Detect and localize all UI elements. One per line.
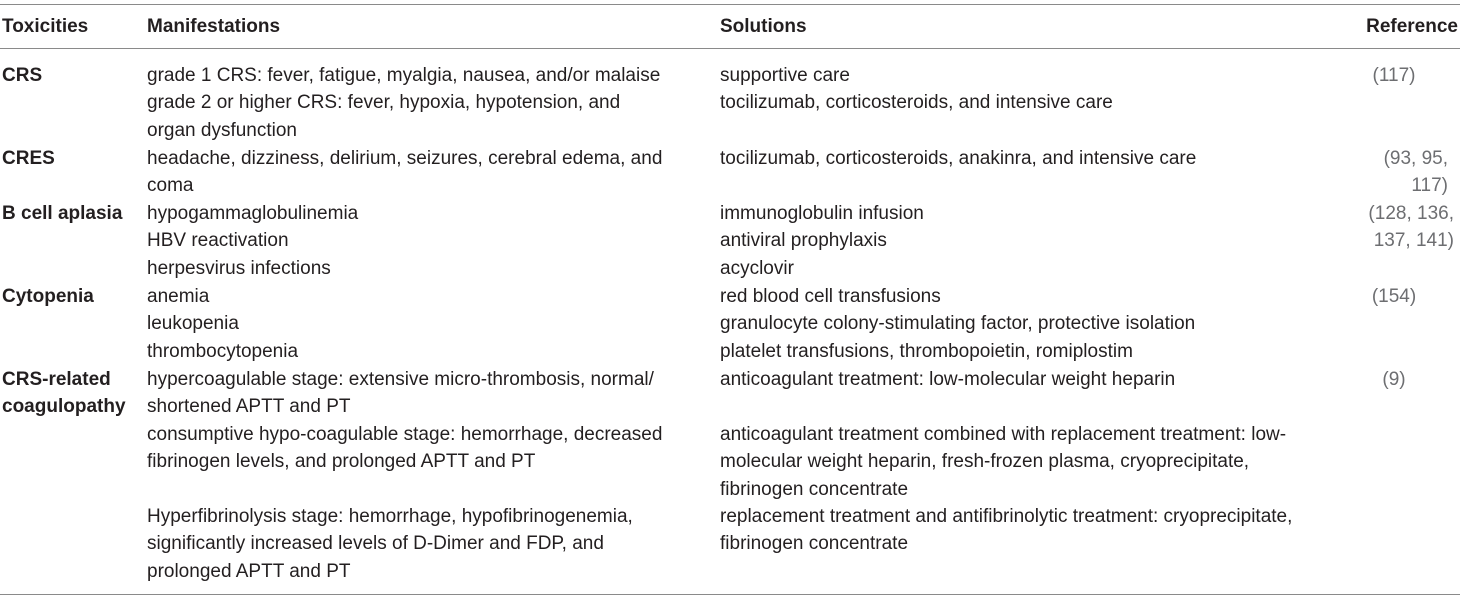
manifestation-line: Hyperfibrinolysis stage: hemorrhage, hypofibrinogenemia,: [147, 506, 633, 527]
reference-link[interactable]: (93, 95,: [1383, 148, 1448, 169]
solution-line: immunoglobulin infusion: [720, 203, 924, 224]
toxicity-line: CRS-related: [2, 369, 111, 390]
header-reference: Reference: [1366, 16, 1458, 37]
row-crs-solutions: [720, 62, 1320, 117]
row-coag-solutions-hyperfibrinolysis: [720, 503, 1320, 558]
header-toxicities: Toxicities: [2, 16, 89, 37]
row-bcell-reference: [1330, 200, 1454, 255]
header-rule: [0, 48, 1460, 49]
reference-link[interactable]: (154): [1371, 286, 1417, 307]
reference-link[interactable]: (117): [1372, 65, 1416, 86]
solution-line: platelet transfusions, thrombopoietin, romiplostim: [720, 340, 1133, 362]
row-cres-solutions: [720, 145, 1320, 172]
reference-link[interactable]: 117): [1411, 175, 1448, 197]
reference-link[interactable]: 137, 141): [1373, 230, 1454, 252]
row-coag-manifestations-consumptive: [147, 421, 707, 476]
row-cres-manifestations: [147, 145, 707, 200]
row-crs-reference: [1330, 62, 1458, 89]
manifestation-line: fibrinogen levels, and prolonged APTT and PT: [147, 451, 536, 473]
reference-link[interactable]: (9): [1382, 369, 1406, 390]
manifestation-line: HBV reactivation: [147, 230, 289, 252]
solution-line: antiviral prophylaxis: [720, 230, 887, 252]
manifestation-line: grade 1 CRS: fever, fatigue, myalgia, nausea, and/or malaise: [147, 65, 661, 86]
table-bottom-rule: [0, 594, 1460, 595]
row-cytopenia-solutions: [720, 283, 1320, 365]
row-crs-manifestations: [147, 62, 707, 144]
solution-line: tocilizumab, corticosteroids, anakinra, and intensive care: [720, 148, 1197, 169]
row-coag-solutions-hypercoagulable: [720, 366, 1320, 393]
toxicity-line: coagulopathy: [2, 396, 126, 418]
reference-link[interactable]: (128, 136,: [1368, 203, 1454, 224]
row-coag-manifestations-hypercoagulable: [147, 366, 707, 421]
manifestation-line: thrombocytopenia: [147, 340, 299, 362]
solution-line: tocilizumab, corticosteroids, and intensive care: [720, 92, 1113, 114]
row-cytopenia-toxicity: Cytopenia: [2, 286, 94, 307]
row-coag-reference: [1330, 366, 1458, 393]
manifestation-line: shortened APTT and PT: [147, 396, 351, 418]
solution-line: supportive care: [720, 65, 850, 86]
manifestation-line: consumptive hypo-coagulable stage: hemorrhage, decreased: [147, 424, 663, 445]
row-cytopenia-manifestations: [147, 283, 707, 365]
solution-line: fibrinogen concentrate: [720, 478, 909, 500]
row-coag-manifestations-hyperfibrinolysis: [147, 503, 707, 585]
row-bcell-manifestations: [147, 200, 707, 282]
solution-line: molecular weight heparin, fresh-frozen plasma, cryoprecipitate,: [720, 451, 1250, 473]
manifestation-line: headache, dizziness, delirium, seizures, cerebral edema, and: [147, 148, 663, 169]
manifestation-line: grade 2 or higher CRS: fever, hypoxia, hypotension, and: [147, 92, 621, 114]
manifestation-line: herpesvirus infections: [147, 257, 331, 279]
row-cres-toxicity: CRES: [2, 148, 55, 169]
header-manifestations: Manifestations: [147, 16, 281, 37]
row-bcell-solutions: [720, 200, 1320, 282]
solution-line: red blood cell transfusions: [720, 286, 941, 307]
manifestation-line: organ dysfunction: [147, 119, 297, 141]
table-top-rule: [0, 4, 1460, 5]
solution-line: acyclovir: [720, 257, 794, 279]
solution-line: granulocyte colony-stimulating factor, protective isolation: [720, 313, 1196, 335]
row-bcell-toxicity: B cell aplasia: [2, 203, 123, 224]
solution-line: anticoagulant treatment: low-molecular weight heparin: [720, 369, 1176, 390]
manifestation-line: hypercoagulable stage: extensive micro-thrombosis, normal/: [147, 369, 654, 390]
solution-line: anticoagulant treatment combined with replacement treatment: low-: [720, 424, 1287, 445]
solution-line: fibrinogen concentrate: [720, 533, 909, 555]
row-cres-reference: [1340, 145, 1448, 200]
row-coag-solutions-consumptive: [720, 421, 1320, 503]
manifestation-line: significantly increased levels of D-Dimer and FDP, and: [147, 533, 604, 555]
manifestation-line: leukopenia: [147, 313, 239, 335]
row-coag-toxicity: [2, 366, 142, 421]
manifestation-line: coma: [147, 175, 194, 197]
solution-line: replacement treatment and antifibrinolytic treatment: cryoprecipitate,: [720, 506, 1293, 527]
manifestation-line: prolonged APTT and PT: [147, 560, 351, 582]
header-solutions: Solutions: [720, 16, 807, 37]
manifestation-line: anemia: [147, 286, 210, 307]
manifestation-line: hypogammaglobulinemia: [147, 203, 359, 224]
row-cytopenia-reference: [1330, 283, 1458, 310]
row-crs-toxicity: CRS: [2, 65, 43, 86]
